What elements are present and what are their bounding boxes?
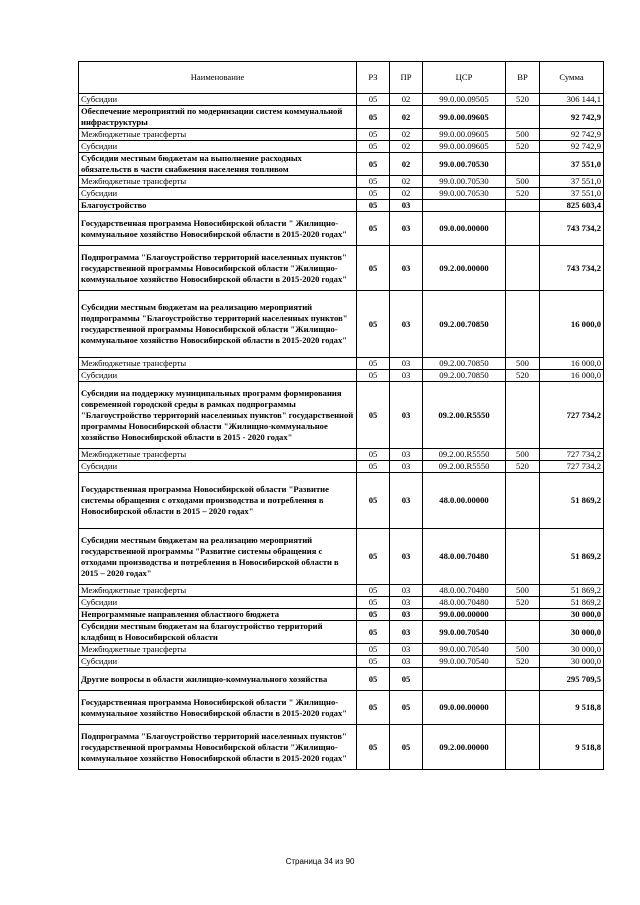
table-row xyxy=(79,358,604,370)
table-row xyxy=(79,473,604,529)
cell-name: Субсидии местным бюджетам на благоустройство территорий кладбищ в Новосибирской области xyxy=(79,621,357,644)
cell-sum: 16 000,0 xyxy=(540,291,604,358)
cell-vr: 500 xyxy=(506,176,540,188)
table-row xyxy=(79,656,604,668)
cell-csr: 99.0.00.09605 xyxy=(423,129,506,141)
header-name: Наименование xyxy=(79,62,357,94)
cell-sum: 727 734,2 xyxy=(540,382,604,449)
cell-csr: 99.0.00.09505 xyxy=(423,94,506,106)
cell-sum: 37 551,0 xyxy=(540,188,604,200)
cell-sum: 37 551,0 xyxy=(540,176,604,188)
cell-pr: 05 xyxy=(390,725,423,770)
cell-pr: 02 xyxy=(390,188,423,200)
header-sum: Сумма xyxy=(540,62,604,94)
cell-sum: 51 869,2 xyxy=(540,529,604,585)
cell-sum: 37 551,0 xyxy=(540,153,604,176)
cell-pr: 03 xyxy=(390,382,423,449)
cell-pr: 02 xyxy=(390,106,423,129)
cell-name: Государственная программа Новосибирской области "Развитие системы обращения с отходами производства и потребления в Новосибирской области в 2015 – 2020 годах" xyxy=(79,473,357,529)
cell-rz: 05 xyxy=(357,246,390,291)
cell-sum: 743 734,2 xyxy=(540,246,604,291)
cell-name: Подпрограмма "Благоустройство территорий населенных пунктов" государственной программы Новосибирской области "Жилищно-коммунальное хозяйство Новосибирской области в 2015-2020 годах" xyxy=(79,246,357,291)
cell-vr xyxy=(506,529,540,585)
cell-csr: 09.0.00.00000 xyxy=(423,691,506,725)
cell-csr: 48.0.00.70480 xyxy=(423,597,506,609)
cell-pr: 05 xyxy=(390,668,423,691)
table-row xyxy=(79,129,604,141)
cell-pr: 03 xyxy=(390,597,423,609)
cell-csr: 09.2.00.R5550 xyxy=(423,461,506,473)
cell-pr: 03 xyxy=(390,585,423,597)
cell-csr: 99.0.00.70530 xyxy=(423,153,506,176)
cell-rz: 05 xyxy=(357,141,390,153)
table-header xyxy=(79,62,604,94)
header-row xyxy=(79,62,604,94)
cell-pr: 02 xyxy=(390,176,423,188)
cell-rz: 05 xyxy=(357,153,390,176)
cell-rz: 05 xyxy=(357,644,390,656)
cell-pr: 03 xyxy=(390,621,423,644)
cell-sum: 727 734,2 xyxy=(540,449,604,461)
cell-name: Непрограммные направления областного бюджета xyxy=(79,609,357,621)
cell-rz: 05 xyxy=(357,691,390,725)
cell-rz: 05 xyxy=(357,382,390,449)
cell-csr: 09.2.00.70850 xyxy=(423,358,506,370)
cell-csr: 09.2.00.R5550 xyxy=(423,382,506,449)
cell-vr xyxy=(506,382,540,449)
cell-pr: 03 xyxy=(390,370,423,382)
cell-pr: 03 xyxy=(390,449,423,461)
cell-name: Субсидии местным бюджетам на выполнение расходных обязательств в части снабжения населения топливом xyxy=(79,153,357,176)
cell-sum: 9 518,8 xyxy=(540,725,604,770)
header-csr: ЦСР xyxy=(423,62,506,94)
table-row xyxy=(79,621,604,644)
cell-vr xyxy=(506,291,540,358)
cell-csr: 48.0.00.70480 xyxy=(423,585,506,597)
cell-pr: 03 xyxy=(390,656,423,668)
table-row xyxy=(79,449,604,461)
cell-csr: 99.0.00.70540 xyxy=(423,621,506,644)
cell-sum: 9 518,8 xyxy=(540,691,604,725)
cell-name: Государственная программа Новосибирской области " Жилищно-коммунальное хозяйство Новосибирской области в 2015-2020 годах" xyxy=(79,691,357,725)
cell-pr: 03 xyxy=(390,358,423,370)
cell-csr: 48.0.00.00000 xyxy=(423,473,506,529)
budget-table xyxy=(78,61,604,770)
cell-name: Подпрограмма "Благоустройство территорий населенных пунктов" государственной программы Новосибирской области "Жилищно-коммунальное хозяйство Новосибирской области в 2015-2020 годах" xyxy=(79,725,357,770)
cell-csr: 99.0.00.70530 xyxy=(423,188,506,200)
cell-pr: 02 xyxy=(390,94,423,106)
cell-sum: 727 734,2 xyxy=(540,461,604,473)
cell-vr: 520 xyxy=(506,656,540,668)
cell-csr: 09.2.00.70850 xyxy=(423,370,506,382)
table-row xyxy=(79,212,604,246)
cell-rz: 05 xyxy=(357,585,390,597)
cell-sum: 30 000,0 xyxy=(540,609,604,621)
cell-pr: 03 xyxy=(390,473,423,529)
cell-name: Межбюджетные трансферты xyxy=(79,129,357,141)
table-row xyxy=(79,382,604,449)
cell-rz: 05 xyxy=(357,725,390,770)
cell-sum: 30 000,0 xyxy=(540,644,604,656)
cell-name: Субсидии местным бюджетам на реализацию мероприятий подпрограммы "Благоустройство территорий населенных пунктов" государственной программы Новосибирской области "Жилищно-коммунальное хозяйство Новосибирской области в 2015-2020 годах" xyxy=(79,291,357,358)
cell-csr: 09.2.00.70850 xyxy=(423,291,506,358)
cell-name: Другие вопросы в области жилищно-коммунального хозяйства xyxy=(79,668,357,691)
cell-name: Субсидии xyxy=(79,94,357,106)
cell-pr: 03 xyxy=(390,529,423,585)
cell-name: Межбюджетные трансферты xyxy=(79,449,357,461)
cell-csr: 09.2.00.00000 xyxy=(423,246,506,291)
cell-name: Межбюджетные трансферты xyxy=(79,176,357,188)
cell-pr: 03 xyxy=(390,246,423,291)
cell-csr: 99.0.00.70540 xyxy=(423,644,506,656)
table-row xyxy=(79,176,604,188)
cell-vr xyxy=(506,473,540,529)
table-row xyxy=(79,188,604,200)
page-number: Страница 34 из 90 xyxy=(285,857,355,866)
cell-name: Субсидии на поддержку муниципальных программ формирования современной городской среды в рамках подпрограммы "Благоустройство территорий населенных пунктов" государственной программы Новосибирской области "Жилищно-коммунальное хозяйство Новосибирской области в 2015 - 2020 годах" xyxy=(79,382,357,449)
cell-sum: 92 742,9 xyxy=(540,141,604,153)
cell-vr: 520 xyxy=(506,94,540,106)
cell-csr: 09.2.00.R5550 xyxy=(423,449,506,461)
cell-rz: 05 xyxy=(357,621,390,644)
cell-vr: 500 xyxy=(506,449,540,461)
cell-name: Субсидии xyxy=(79,461,357,473)
cell-name: Субсидии xyxy=(79,597,357,609)
table-row xyxy=(79,200,604,212)
cell-name: Субсидии xyxy=(79,141,357,153)
cell-sum: 825 603,4 xyxy=(540,200,604,212)
cell-rz: 05 xyxy=(357,370,390,382)
cell-rz: 05 xyxy=(357,188,390,200)
cell-rz: 05 xyxy=(357,656,390,668)
cell-pr: 03 xyxy=(390,461,423,473)
cell-rz: 05 xyxy=(357,106,390,129)
table-row xyxy=(79,691,604,725)
cell-vr xyxy=(506,106,540,129)
cell-rz: 05 xyxy=(357,529,390,585)
cell-pr: 03 xyxy=(390,291,423,358)
cell-name: Благоустройство xyxy=(79,200,357,212)
cell-sum: 16 000,0 xyxy=(540,370,604,382)
cell-sum: 743 734,2 xyxy=(540,212,604,246)
cell-pr: 02 xyxy=(390,141,423,153)
table-row xyxy=(79,141,604,153)
cell-name: Субсидии xyxy=(79,188,357,200)
cell-sum: 51 869,2 xyxy=(540,585,604,597)
cell-sum: 306 144,1 xyxy=(540,94,604,106)
table-row xyxy=(79,461,604,473)
table-row xyxy=(79,725,604,770)
cell-rz: 05 xyxy=(357,94,390,106)
cell-sum: 16 000,0 xyxy=(540,358,604,370)
table-row xyxy=(79,597,604,609)
cell-pr: 03 xyxy=(390,644,423,656)
cell-name: Межбюджетные трансферты xyxy=(79,358,357,370)
cell-vr: 520 xyxy=(506,370,540,382)
cell-name: Межбюджетные трансферты xyxy=(79,644,357,656)
cell-vr: 500 xyxy=(506,644,540,656)
cell-sum: 30 000,0 xyxy=(540,656,604,668)
cell-rz: 05 xyxy=(357,200,390,212)
cell-sum: 51 869,2 xyxy=(540,473,604,529)
table-row xyxy=(79,585,604,597)
cell-rz: 05 xyxy=(357,668,390,691)
header-rz: РЗ xyxy=(357,62,390,94)
cell-sum: 92 742,9 xyxy=(540,129,604,141)
cell-vr: 520 xyxy=(506,141,540,153)
cell-csr: 99.0.00.70530 xyxy=(423,176,506,188)
table-row xyxy=(79,609,604,621)
cell-csr: 09.0.00.00000 xyxy=(423,212,506,246)
table-row xyxy=(79,529,604,585)
cell-csr xyxy=(423,200,506,212)
cell-pr: 02 xyxy=(390,153,423,176)
cell-vr xyxy=(506,609,540,621)
cell-vr xyxy=(506,621,540,644)
table-row xyxy=(79,106,604,129)
table-row xyxy=(79,94,604,106)
cell-vr xyxy=(506,668,540,691)
cell-vr: 500 xyxy=(506,585,540,597)
table-row xyxy=(79,668,604,691)
cell-vr: 520 xyxy=(506,461,540,473)
cell-rz: 05 xyxy=(357,473,390,529)
table-row xyxy=(79,370,604,382)
cell-sum: 30 000,0 xyxy=(540,621,604,644)
cell-csr: 48.0.00.70480 xyxy=(423,529,506,585)
cell-sum: 51 869,2 xyxy=(540,597,604,609)
cell-name: Субсидии местным бюджетам на реализацию мероприятий государственной программы "Развитие системы обращения с отходами производства и потребления в Новосибирской области в 2015 – 2020 годах" xyxy=(79,529,357,585)
cell-name: Обеспечение мероприятий по модернизации систем коммунальной инфраструктуры xyxy=(79,106,357,129)
cell-vr xyxy=(506,212,540,246)
cell-name: Субсидии xyxy=(79,370,357,382)
table-row xyxy=(79,246,604,291)
table-row xyxy=(79,291,604,358)
table-row xyxy=(79,644,604,656)
cell-vr: 500 xyxy=(506,129,540,141)
cell-csr: 99.0.00.09605 xyxy=(423,141,506,153)
cell-rz: 05 xyxy=(357,597,390,609)
cell-pr: 02 xyxy=(390,129,423,141)
cell-rz: 05 xyxy=(357,129,390,141)
cell-csr: 09.2.00.00000 xyxy=(423,725,506,770)
cell-vr: 500 xyxy=(506,358,540,370)
cell-rz: 05 xyxy=(357,609,390,621)
cell-vr xyxy=(506,153,540,176)
cell-name: Межбюджетные трансферты xyxy=(79,585,357,597)
cell-rz: 05 xyxy=(357,291,390,358)
cell-vr xyxy=(506,200,540,212)
cell-name: Субсидии xyxy=(79,656,357,668)
cell-csr xyxy=(423,668,506,691)
cell-rz: 05 xyxy=(357,449,390,461)
cell-rz: 05 xyxy=(357,358,390,370)
cell-csr: 99.0.00.70540 xyxy=(423,656,506,668)
cell-csr: 99.0.00.00000 xyxy=(423,609,506,621)
header-pr: ПР xyxy=(390,62,423,94)
table-body xyxy=(79,94,604,770)
cell-name: Государственная программа Новосибирской области " Жилищно-коммунальное хозяйство Новосибирской области в 2015-2020 годах" xyxy=(79,212,357,246)
cell-vr xyxy=(506,246,540,291)
cell-vr xyxy=(506,725,540,770)
cell-pr: 05 xyxy=(390,691,423,725)
cell-pr: 03 xyxy=(390,609,423,621)
cell-rz: 05 xyxy=(357,212,390,246)
table-row xyxy=(79,153,604,176)
cell-pr: 03 xyxy=(390,200,423,212)
cell-vr xyxy=(506,691,540,725)
cell-csr: 99.0.00.09605 xyxy=(423,106,506,129)
cell-sum: 295 709,5 xyxy=(540,668,604,691)
cell-vr: 520 xyxy=(506,597,540,609)
cell-vr: 520 xyxy=(506,188,540,200)
header-vr: ВР xyxy=(506,62,540,94)
cell-rz: 05 xyxy=(357,176,390,188)
cell-rz: 05 xyxy=(357,461,390,473)
cell-pr: 03 xyxy=(390,212,423,246)
cell-sum: 92 742,9 xyxy=(540,106,604,129)
